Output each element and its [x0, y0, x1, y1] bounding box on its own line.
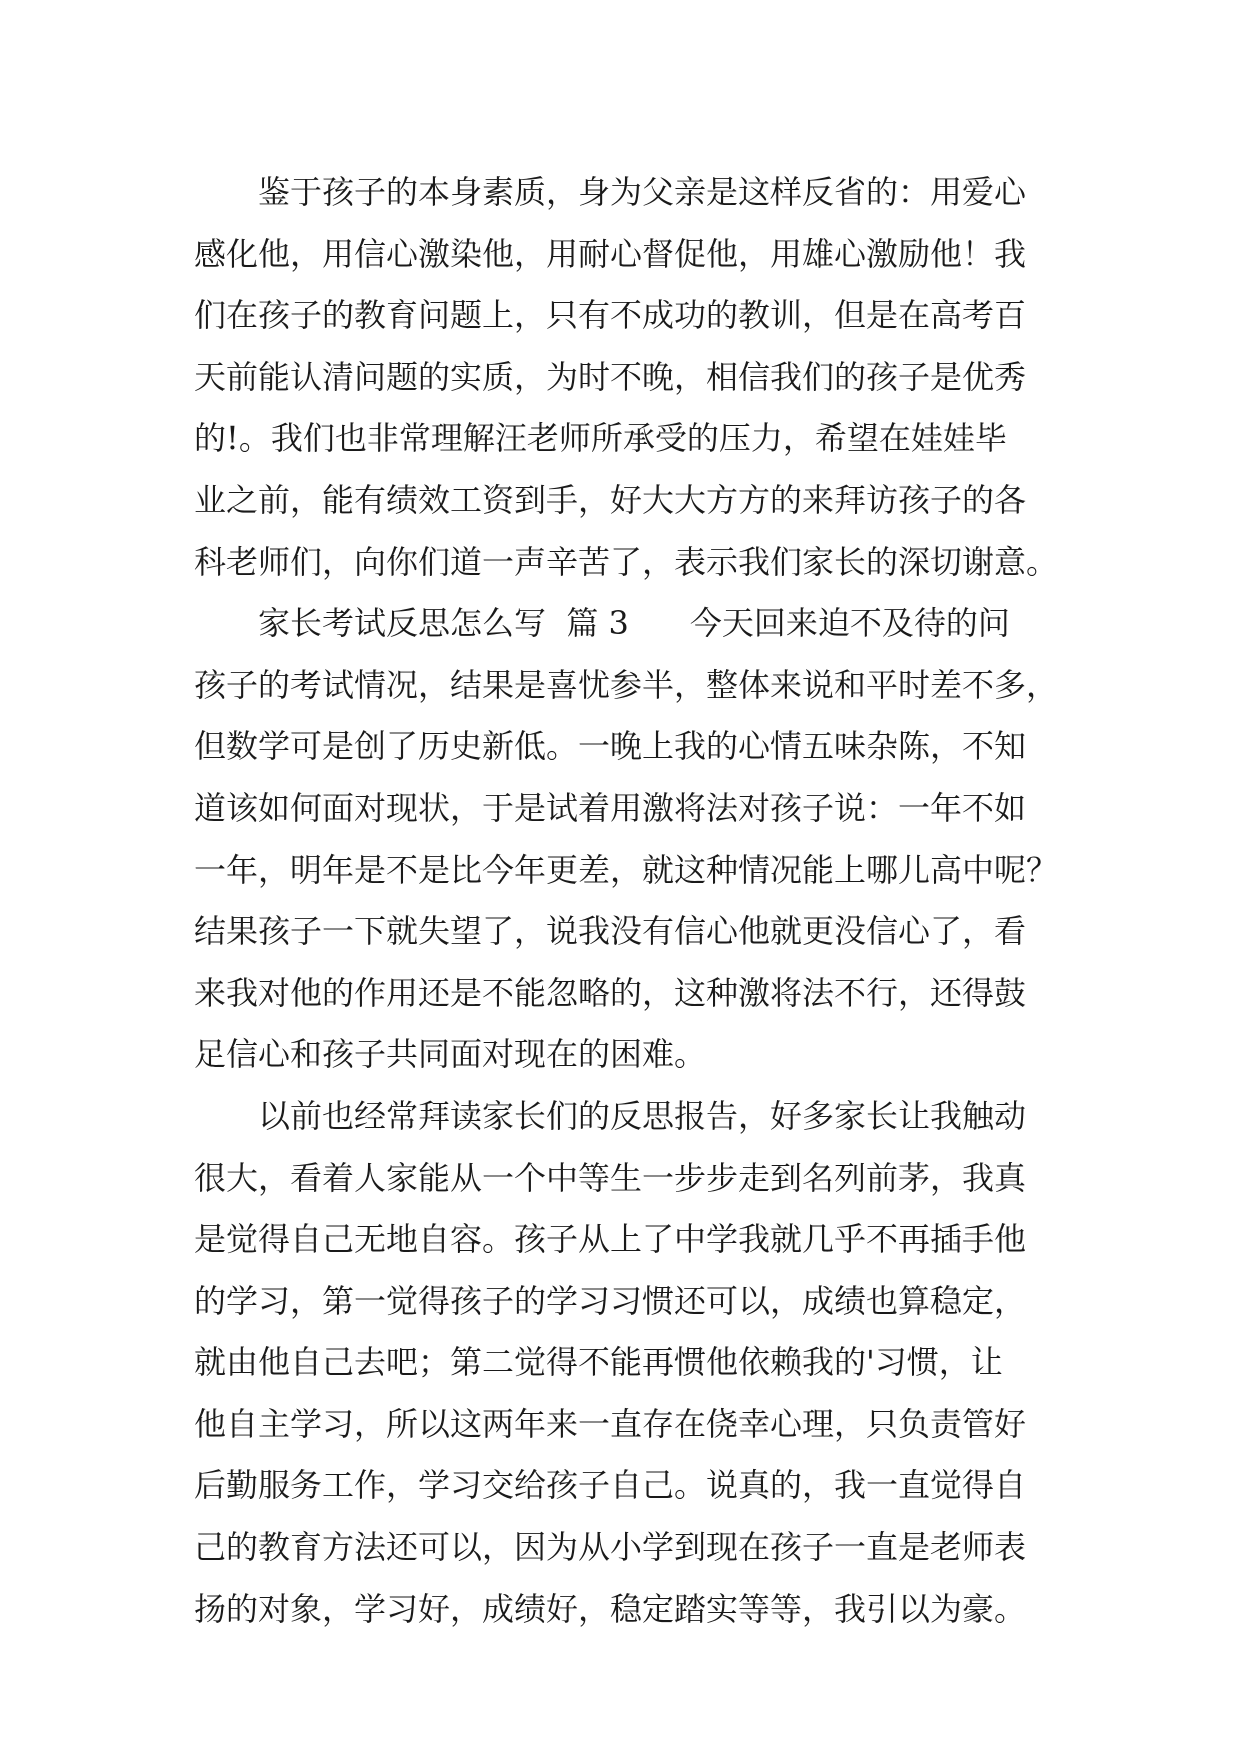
text-line: 的学习，第一觉得孩子的学习习惯还可以，成绩也算稳定， [194, 1281, 1027, 1320]
text-line: 很大，看着人家能从一个中等生一步步走到名列前茅，我真 [194, 1158, 1027, 1197]
text-line: 道该如何面对现状，于是试着用激将法对孩子说：一年不如 [194, 788, 1027, 827]
text-line: 以前也经常拜读家长们的反思报告，好多家长让我触动 [258, 1096, 1027, 1135]
text-line: 足信心和孩子共同面对现在的困难。 [194, 1035, 707, 1074]
text-line: 孩子的考试情况，结果是喜忧参半，整体来说和平时差不多， [194, 665, 1059, 704]
section-heading-line: 家长考试反思怎么写 篇 3 今天回来迫不及待的问 [258, 604, 1010, 643]
text-line: 但数学可是创了历史新低。一晚上我的心情五味杂陈，不知 [194, 727, 1027, 766]
text-line: 的!。我们也非常理解汪老师所承受的压力，希望在娃娃毕 [194, 419, 1007, 458]
text-line: 是觉得自己无地自容。孩子从上了中学我就几乎不再插手他 [194, 1220, 1027, 1259]
text-line: 科老师们，向你们道一声辛苦了，表示我们家长的深切谢意。 [194, 542, 1059, 581]
text-line: 业之前，能有绩效工资到手，好大大方方的来拜访孩子的各 [194, 480, 1027, 519]
text-line: 他自主学习，所以这两年来一直存在侥幸心理，只负责管好 [194, 1404, 1027, 1443]
text-line: 来我对他的作用还是不能忽略的，这种激将法不行，还得鼓 [194, 973, 1027, 1012]
text-line: 己的教育方法还可以，因为从小学到现在孩子一直是老师表 [194, 1528, 1027, 1567]
document-body [194, 162, 1074, 1640]
text-line: 们在孩子的教育问题上，只有不成功的教训，但是在高考百 [194, 296, 1027, 335]
text-line: 结果孩子一下就失望了，说我没有信心他就更没信心了，看 [194, 912, 1027, 951]
text-line: 感化他，用信心激染他，用耐心督促他，用雄心激励他！我 [194, 234, 1027, 273]
text-line: 后勤服务工作，学习交给孩子自己。说真的，我一直觉得自 [194, 1466, 1027, 1505]
text-line: 天前能认清问题的实质，为时不晚，相信我们的孩子是优秀 [194, 357, 1027, 396]
text-line: 就由他自己去吧；第二觉得不能再惯他依赖我的'习惯，让 [194, 1343, 1003, 1382]
text-line: 扬的对象，学习好，成绩好，稳定踏实等等，我引以为豪。 [194, 1589, 1027, 1628]
text-line: 鉴于孩子的本身素质，身为父亲是这样反省的：用爱心 [258, 173, 1027, 211]
text-line: 一年，明年是不是比今年更差，就这种情况能上哪儿高中呢？ [194, 850, 1059, 889]
